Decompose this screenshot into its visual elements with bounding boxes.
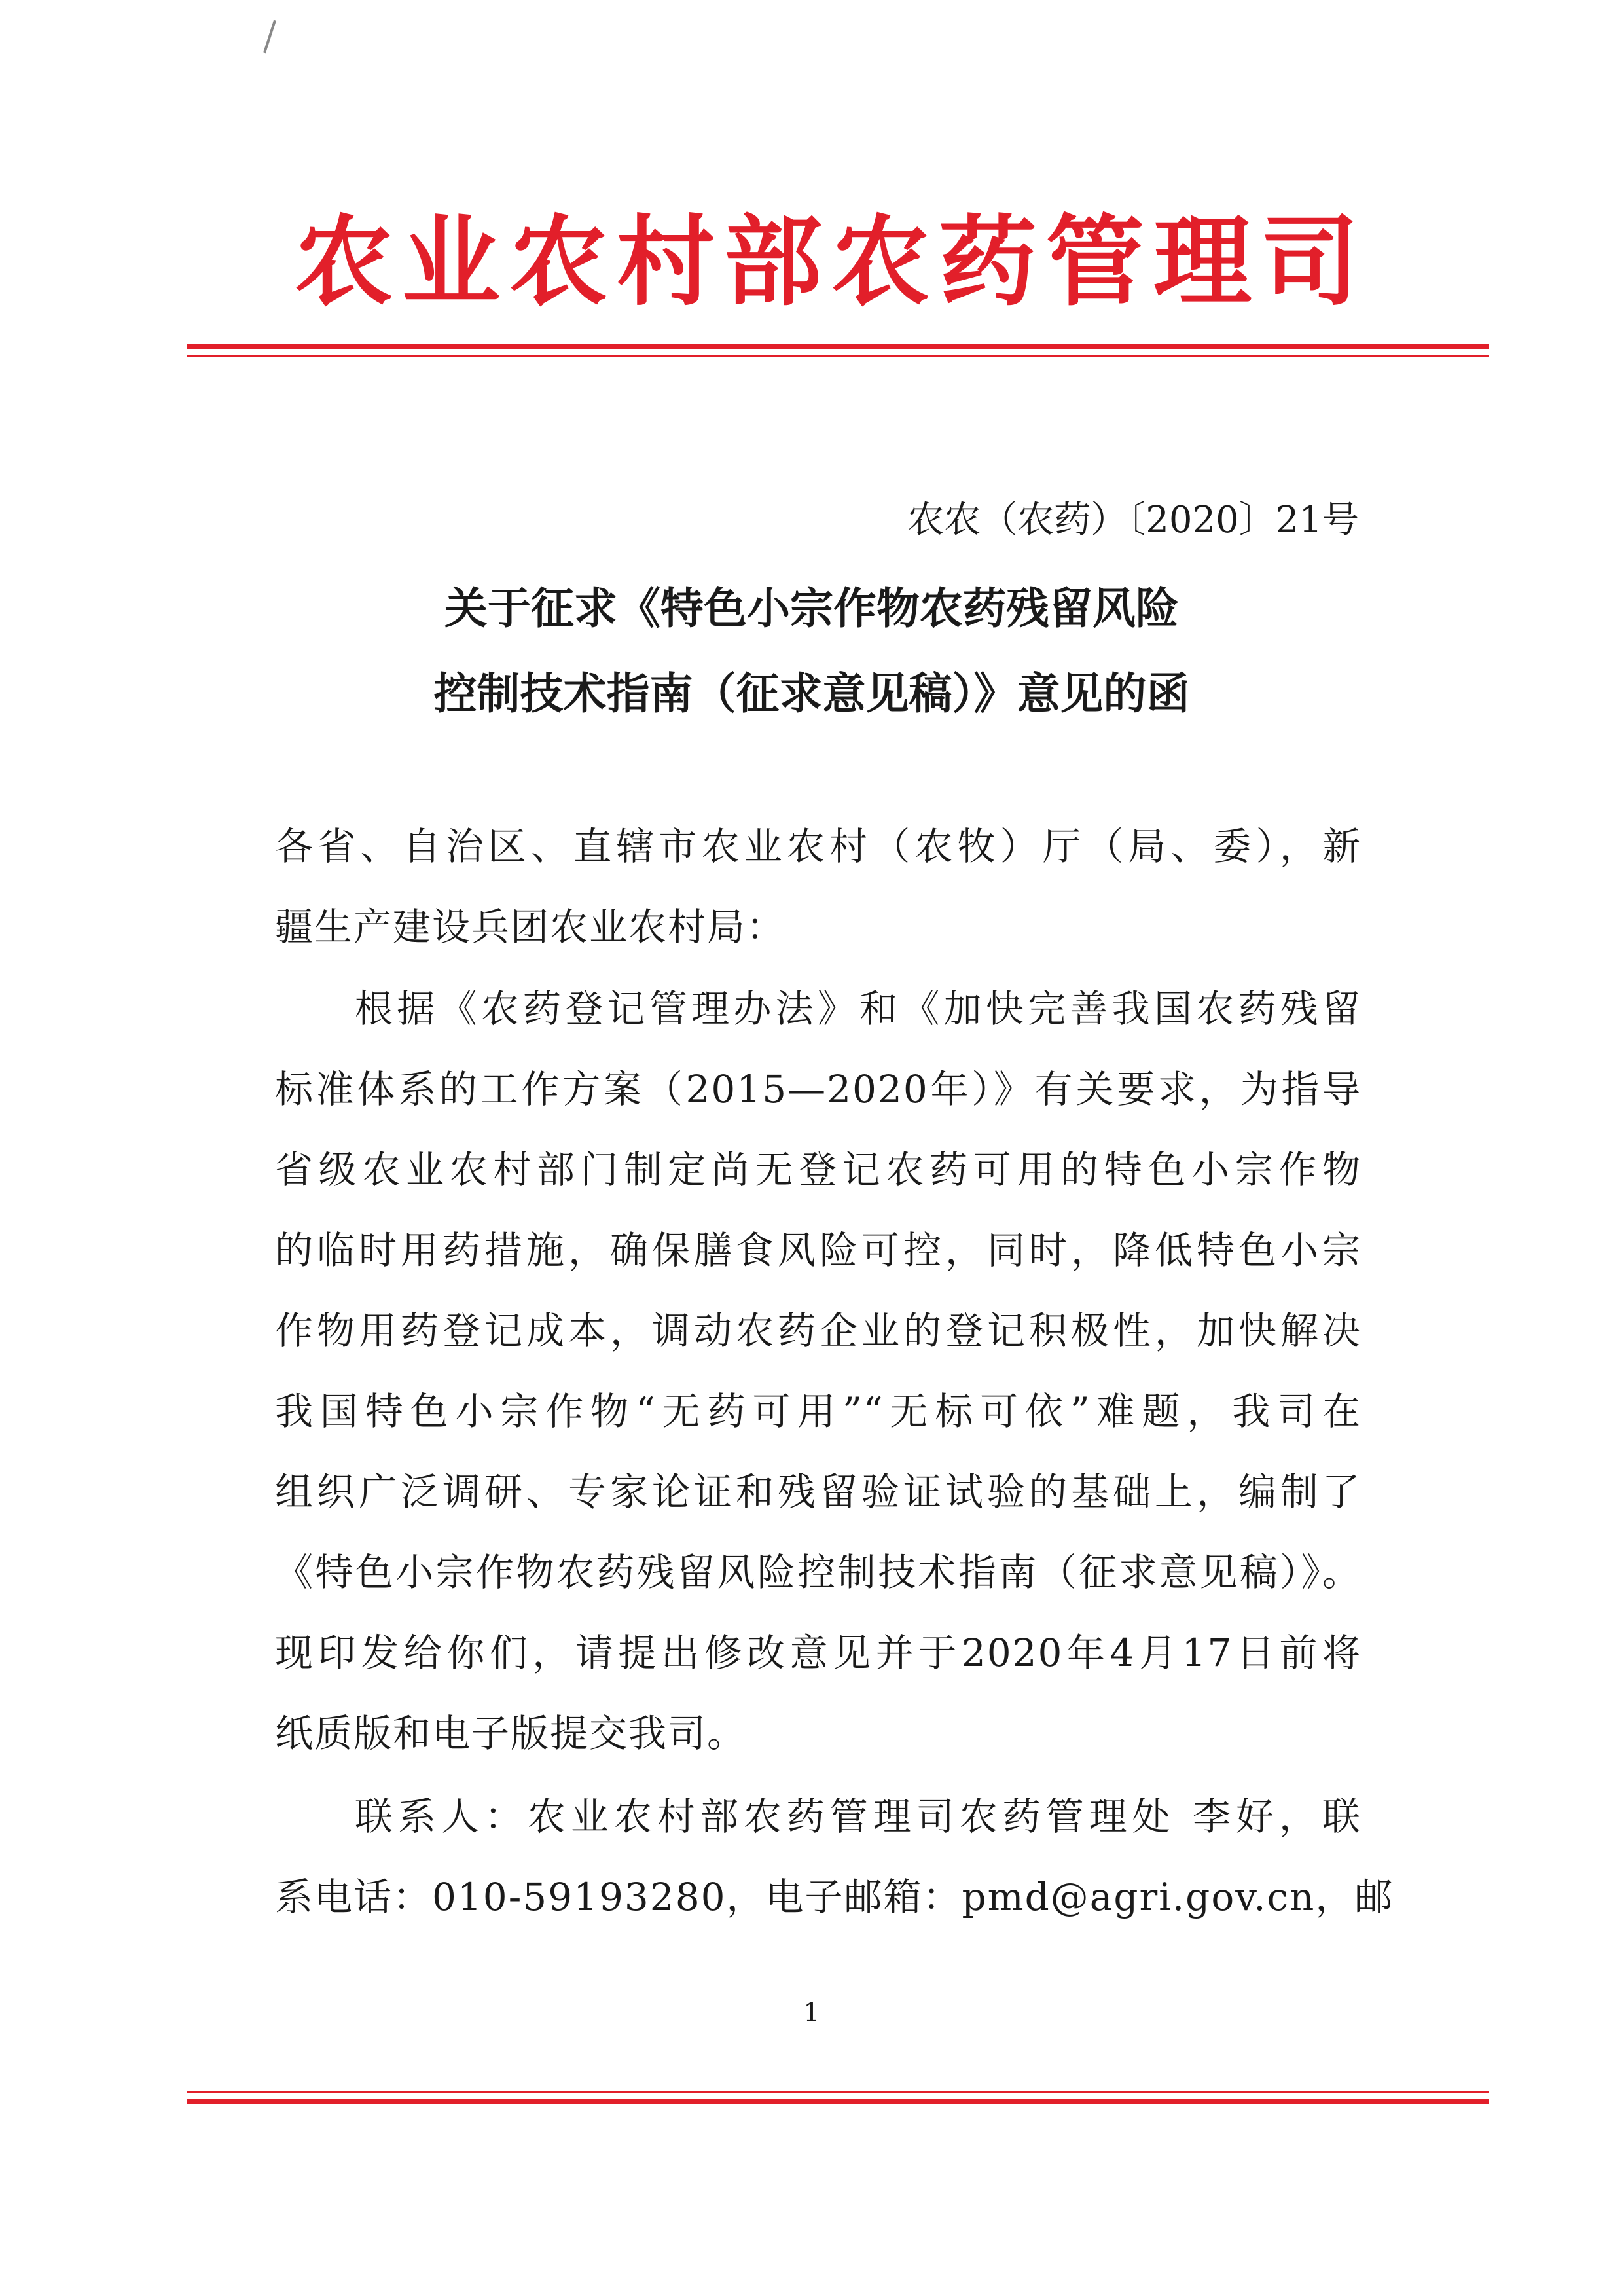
paragraph-line: 《特色小宗作物农药残留风险控制技术指南（征求意见稿）》。 bbox=[275, 1550, 1362, 1595]
recipient-line-1: 各省、自治区、直辖市农业农村（农牧）厅（局、委），新 bbox=[275, 824, 1362, 869]
paragraph-line: 省级农业农村部门制定尚无登记农药可用的特色小宗作物 bbox=[275, 1148, 1362, 1192]
document-number: 农农（农药）〔2020〕21号 bbox=[907, 499, 1359, 541]
footer-rule-thick bbox=[187, 2099, 1489, 2104]
paragraph-line: 作物用药登记成本，调动农药企业的登记积极性，加快解决 bbox=[275, 1309, 1362, 1353]
header-rule-thick bbox=[187, 344, 1489, 349]
recipient-line-2: 疆生产建设兵团农业农村局： bbox=[275, 905, 786, 949]
agency-letterhead: 农业农村部农药管理司 bbox=[294, 204, 1368, 319]
recipient-block bbox=[275, 806, 1362, 967]
footer-rule-thin bbox=[187, 2091, 1489, 2093]
paragraph-line: 联系人：农业农村部农药管理司农药管理处 李好，联 bbox=[355, 1794, 1362, 1839]
header-rule-thin bbox=[187, 355, 1489, 357]
paragraph-line: 纸质版和电子版提交我司。 bbox=[275, 1711, 747, 1756]
body-paragraph-1 bbox=[275, 969, 1362, 1774]
document-title-line-1: 关于征求《特色小宗作物农药残留风险 bbox=[444, 583, 1179, 634]
paragraph-line: 根据《农药登记管理办法》和《加快完善我国农药残留 bbox=[355, 986, 1362, 1031]
paragraph-line: 现印发给你们，请提出修改意见并于2020年4月17日前将 bbox=[275, 1631, 1362, 1675]
scan-artifact-mark bbox=[263, 20, 276, 54]
paragraph-line: 组织广泛调研、专家论证和残留验证试验的基础上，编制了 bbox=[275, 1470, 1362, 1514]
paragraph-line: 我国特色小宗作物“无药可用”“无标可依”难题，我司在 bbox=[275, 1389, 1362, 1434]
paragraph-line: 系电话：010-59193280，电子邮箱：pmd@agri.gov.cn，邮 bbox=[275, 1875, 1394, 1919]
paragraph-line: 标准体系的工作方案（2015—2020年）》有关要求，为指导 bbox=[275, 1067, 1362, 1111]
paragraph-line: 的临时用药措施，确保膳食风险可控，同时，降低特色小宗 bbox=[275, 1228, 1362, 1273]
body-paragraph-contact bbox=[275, 1777, 1394, 1938]
page-number: 1 bbox=[803, 1998, 820, 2028]
document-title-line-2: 控制技术指南（征求意见稿）》意见的函 bbox=[433, 668, 1190, 719]
document-title bbox=[275, 566, 1348, 736]
